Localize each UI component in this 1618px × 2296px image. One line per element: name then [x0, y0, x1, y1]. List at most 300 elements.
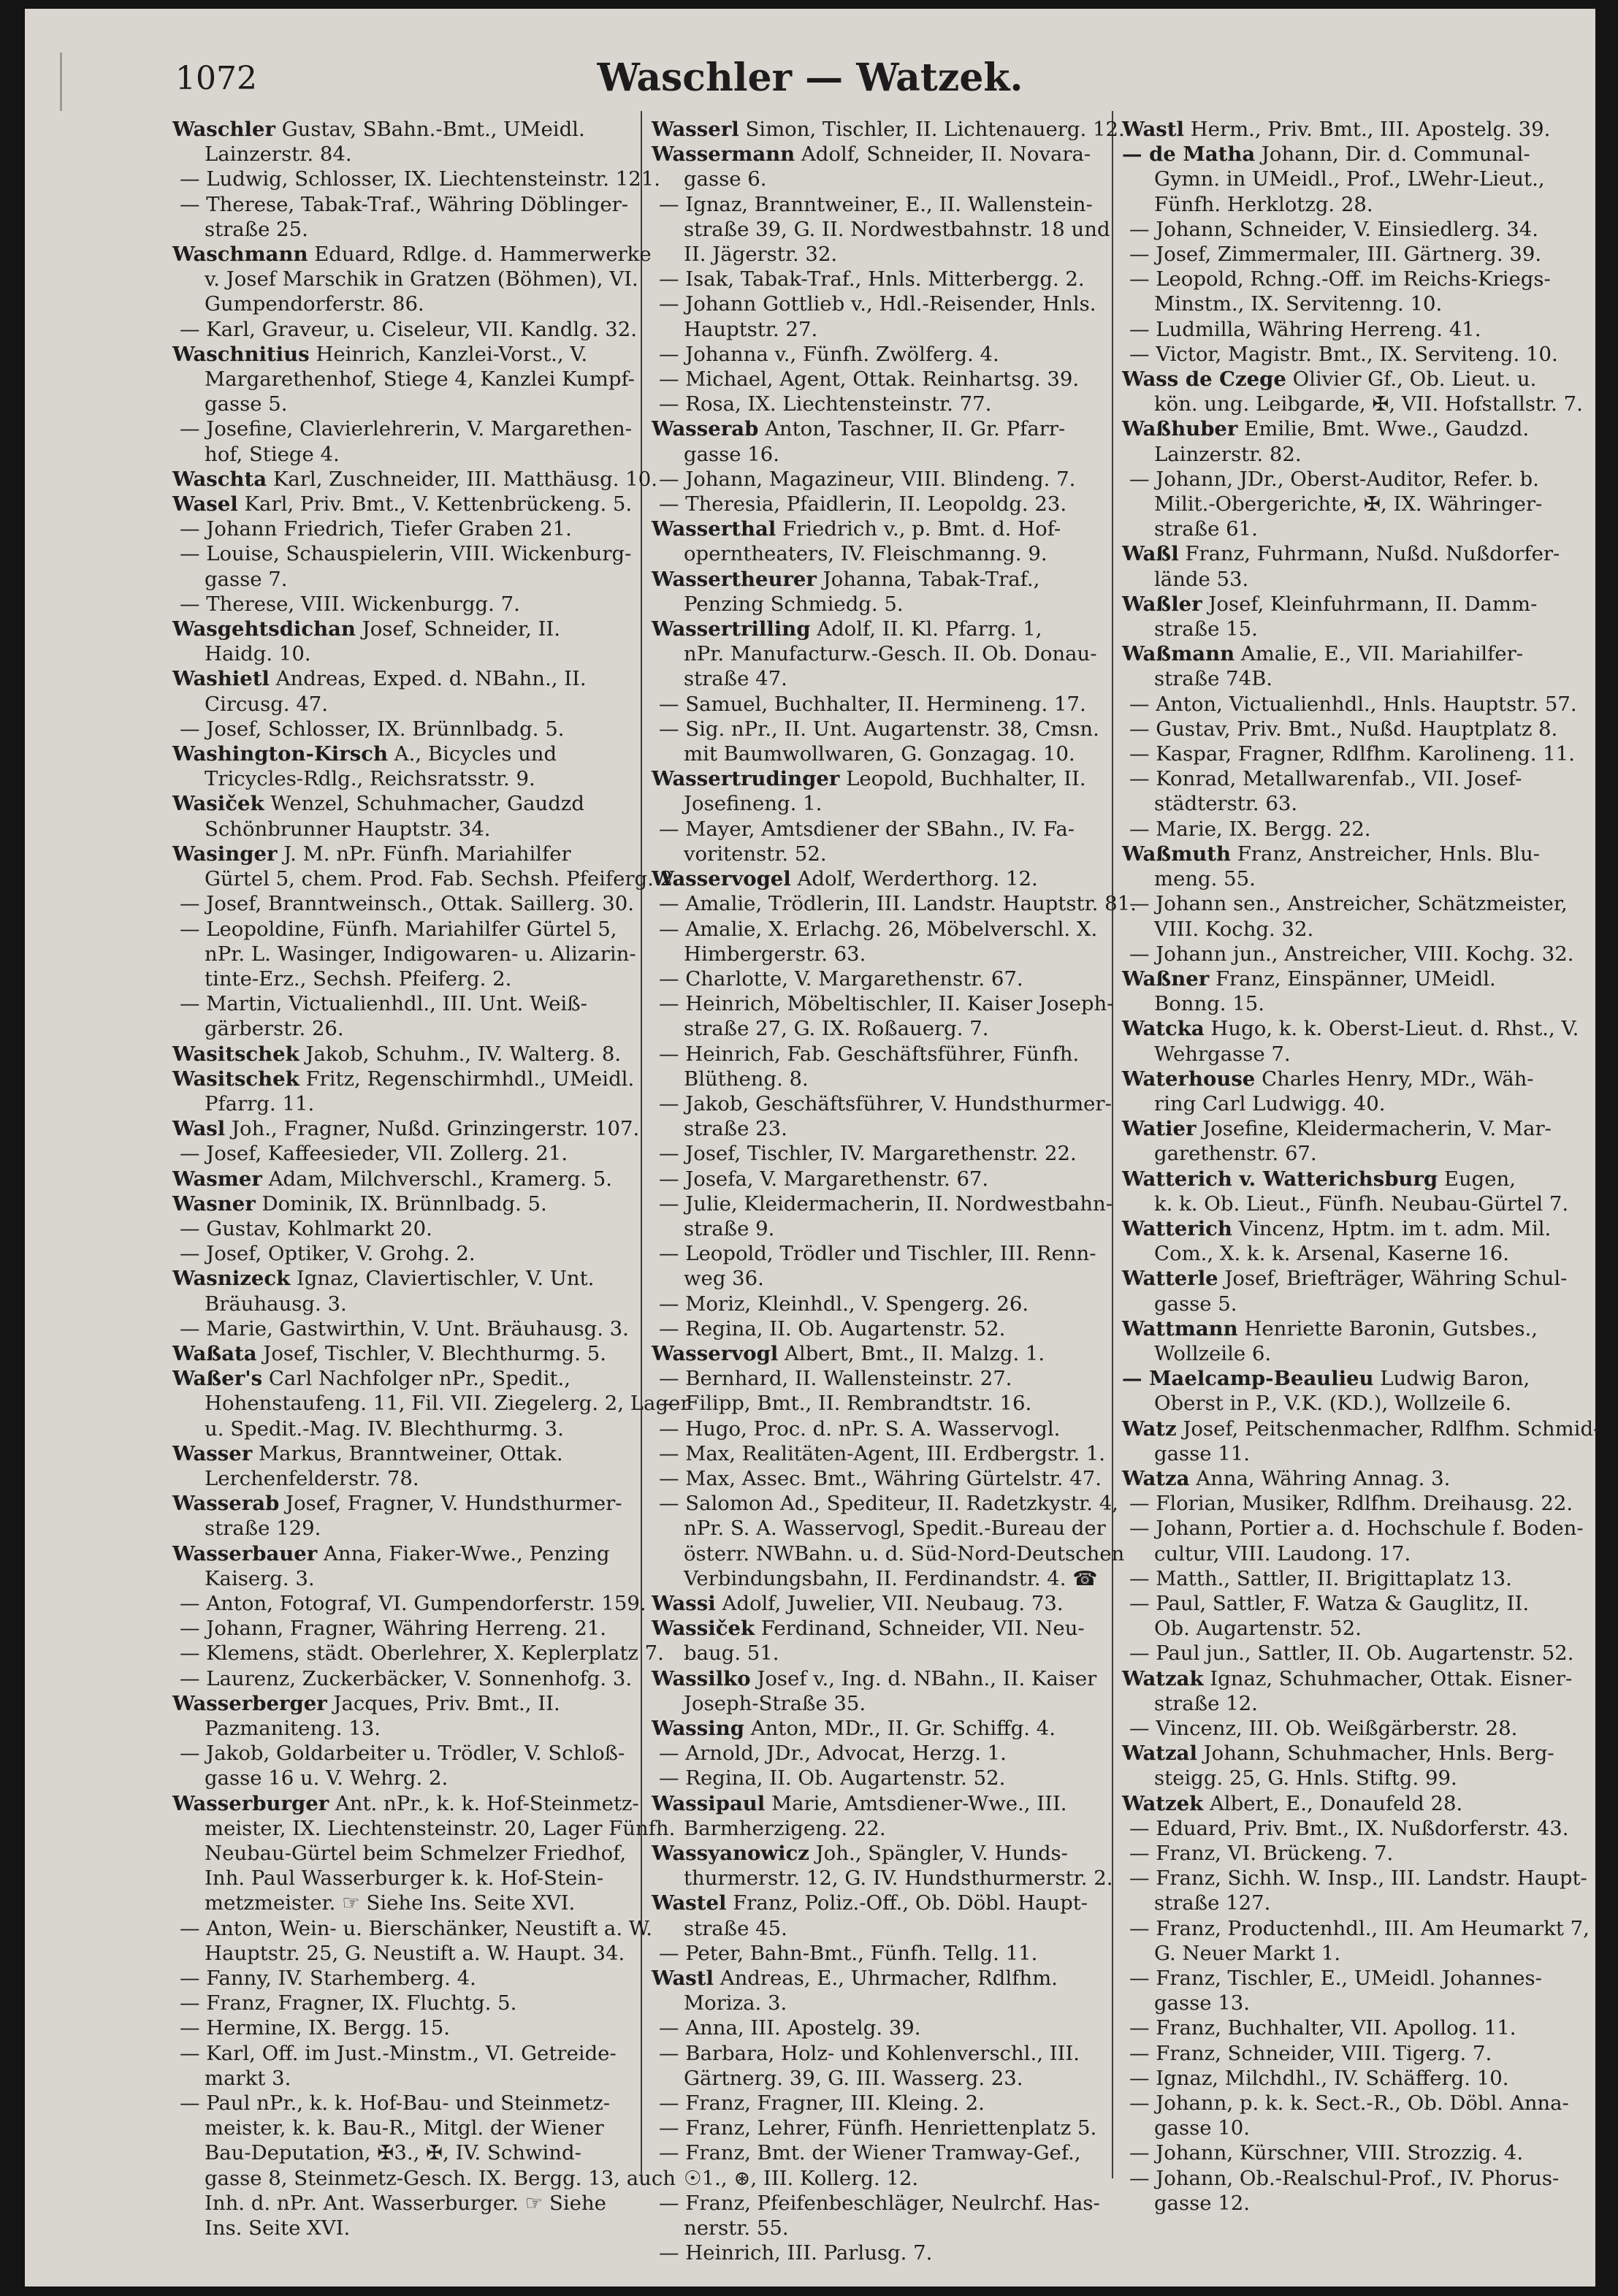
entry-text: lände 53. [1154, 567, 1249, 591]
entry-text: Milit.-Obergerichte, ✠, IX. Währinger- [1154, 492, 1543, 516]
entry-line [172, 1916, 653, 1941]
entry-line [1122, 1791, 1584, 1816]
entry-headword: Waschmann [172, 243, 308, 267]
entry-text: gasse 7. [205, 567, 288, 591]
entry-line [652, 666, 1100, 691]
entry-line [652, 1042, 1100, 1067]
directory-entry [652, 2116, 1100, 2140]
entry-text: — Sig. nPr., II. Unt. Augartenstr. 38, Cmsn. [659, 717, 1099, 741]
entry-line [652, 416, 1100, 441]
entry-text: Kaiserg. 3. [205, 1566, 315, 1590]
entry-headword: Waßler [1122, 592, 1202, 616]
directory-entry [652, 2041, 1100, 2091]
entry-text: — Filipp, Bmt., II. Rembrandtstr. 16. [659, 1392, 1032, 1416]
entry-text: — Samuel, Buchhalter, II. Hermineng. 17. [659, 692, 1086, 716]
entry-line [172, 142, 630, 167]
entry-text: — Anton, Fotograf, VI. Gumpendorferstr. 159. [180, 1591, 646, 1615]
entry-text: Johann, Schuhmacher, Hnls. Berg- [1203, 1742, 1554, 1766]
entry-line [1122, 367, 1584, 392]
entry-line [172, 842, 630, 866]
entry-text: — Anton, Victualienhdl., Hnls. Hauptstr. 57. [1129, 692, 1577, 716]
column-2 [652, 117, 1137, 2265]
entry-text: Gärtnerg. 39, G. III. Wasserg. 23. [684, 2066, 1023, 2090]
entry-line [172, 1641, 664, 1666]
entry-text: kön. ung. Leibgarde, ✠, VII. Hofstallstr. 7. [1154, 392, 1583, 416]
directory-entry [1122, 2041, 1584, 2066]
directory-entry [652, 1666, 1100, 1716]
directory-entry [172, 416, 633, 466]
entry-line [172, 1316, 630, 1341]
entry-line [172, 592, 630, 617]
entry-line [652, 1191, 1113, 1216]
entry-line [1122, 1966, 1584, 1991]
column-rule [641, 111, 642, 2178]
directory-entry [1122, 891, 1584, 941]
directory-entry [1122, 2091, 1584, 2140]
entry-line [172, 1841, 630, 1866]
entry-line [172, 117, 630, 142]
entry-text: thurmerstr. 12, G. IV. Hundsthurmerstr. 2. [684, 1866, 1113, 1891]
entry-headword: Waschler [172, 118, 275, 141]
entry-headword: Watier [1122, 1117, 1197, 1141]
entry-line [172, 1292, 630, 1316]
entry-text: Ludwig Baron, [1380, 1367, 1530, 1391]
entry-text: — Moriz, Kleinhdl., V. Spengerg. 26. [659, 1292, 1029, 1316]
entry-line [172, 1816, 676, 1841]
directory-entry [172, 1116, 640, 1141]
directory-entry [1122, 416, 1584, 466]
entry-line [1122, 1491, 1584, 1516]
directory-entry [652, 2191, 1100, 2240]
entry-headword: Waßata [172, 1341, 257, 1365]
entry-text: Gumpendorferstr. 86. [205, 292, 424, 316]
entry-line [652, 1791, 1100, 1816]
entry-text: — Johann Friedrich, Tiefer Graben 21. [180, 517, 572, 541]
entry-line [652, 1116, 1100, 1141]
entry-line [652, 1766, 1100, 1790]
entry-headword: Waßmuth [1122, 842, 1231, 866]
directory-entry [1122, 367, 1584, 416]
directory-entry [1122, 267, 1584, 316]
entry-line [1122, 2140, 1584, 2165]
directory-entry [1122, 741, 1584, 766]
directory-entry [652, 692, 1100, 717]
entry-headword: Wattmann [1122, 1316, 1238, 1340]
directory-entry [172, 1241, 630, 1266]
directory-entry [1122, 342, 1584, 367]
entry-line [652, 1516, 1106, 1541]
entry-text: Josefine, Kleidermacherin, V. Mar- [1202, 1117, 1552, 1141]
entry-text: gasse 16 u. V. Wehrg. 2. [205, 1766, 449, 1790]
entry-text: Hohenstaufeng. 11, Fil. VII. Ziegelerg. 2, Lager [205, 1392, 690, 1416]
entry-text: — Konrad, Metallwarenfab., VII. Josef- [1129, 767, 1522, 791]
entry-line [172, 342, 630, 367]
entry-text: — Anton, Wein- u. Bierschänker, Neustift a. W. [180, 1916, 653, 1940]
entry-line [652, 692, 1100, 717]
entry-headword: Wasinger [172, 842, 278, 866]
entry-text: Oberst in P., V.K. (KD.), Wollzeile 6. [1154, 1392, 1512, 1416]
entry-text: Josef, Schneider, II. [362, 617, 561, 641]
entry-line [1122, 2066, 1584, 2091]
directory-entry [652, 492, 1100, 516]
page-number: 1072 [175, 60, 257, 97]
entry-text: — Franz, Fragner, III. Kleing. 2. [659, 2091, 985, 2116]
directory-entry [1122, 2166, 1584, 2216]
entry-text: G. Neuer Markt 1. [1154, 1941, 1341, 1965]
entry-line [652, 2041, 1100, 2066]
entry-text: straße 61. [1154, 517, 1258, 541]
entry-line [172, 1466, 630, 1491]
entry-headword: Wasserab [172, 1492, 280, 1516]
entry-line [172, 991, 630, 1016]
entry-text: — Matth., Sattler, II. Brigittaplatz 13. [1129, 1566, 1512, 1590]
entry-text: meng. 55. [1154, 867, 1256, 891]
entry-text: VIII. Kochg. 32. [1154, 917, 1314, 941]
entry-text: Ignaz, Claviertischler, V. Unt. [296, 1267, 595, 1291]
entry-line [1122, 217, 1584, 242]
entry-line [172, 1416, 630, 1441]
entry-text: Moriza. 3. [684, 1991, 787, 2015]
entry-line [1122, 142, 1584, 167]
entry-line [172, 1042, 630, 1067]
entry-text: Adolf, Juwelier, VII. Neubaug. 73. [722, 1591, 1064, 1615]
directory-entry [1122, 467, 1584, 542]
directory-entry [1122, 1316, 1584, 1366]
entry-headword: Wasel [172, 492, 238, 516]
entry-text: Andreas, Exped. d. NBahn., II. [275, 667, 587, 691]
directory-entry [172, 1366, 690, 1441]
entry-text: — Johann, Magazineur, VIII. Blindeng. 7. [659, 467, 1076, 491]
entry-headword: Wassertrudinger [652, 767, 840, 791]
entry-line [652, 866, 1100, 891]
directory-entry [652, 267, 1100, 291]
entry-line [172, 242, 652, 267]
entry-headword: Wasmer [172, 1167, 262, 1191]
directory-entry [172, 317, 637, 342]
entry-headword: Wastel [652, 1891, 727, 1915]
entry-text: — Jakob, Goldarbeiter u. Trödler, V. Schloß- [180, 1742, 625, 1766]
entry-line [1122, 2091, 1584, 2116]
directory-entry [652, 342, 1100, 367]
entry-line [652, 791, 1100, 816]
entry-headword: Washietl [172, 667, 270, 691]
entry-text: Circusg. 47. [205, 692, 329, 716]
directory-entry [172, 467, 657, 492]
entry-line [172, 1591, 646, 1616]
entry-line [652, 1691, 1100, 1716]
entry-text: Eugen, [1443, 1167, 1516, 1191]
entry-text: gasse 10. [1154, 2116, 1250, 2140]
entry-text: metzmeister. ☞ Siehe Ins. Seite XVI. [205, 1891, 576, 1915]
entry-text: v. Josef Marschik in Gratzen (Böhmen), VI. [205, 267, 638, 291]
entry-line [1122, 1741, 1584, 1766]
entry-line [1122, 1666, 1584, 1691]
entry-line [1122, 541, 1584, 566]
entry-line [172, 692, 630, 717]
directory-entry [1122, 1916, 1590, 1966]
entry-line [1122, 1616, 1584, 1641]
entry-text: Marie, Amtsdiener-Wwe., III. [771, 1791, 1067, 1815]
entry-text: nerstr. 55. [684, 2216, 789, 2240]
entry-line [172, 1391, 690, 1416]
entry-line [652, 1841, 1100, 1866]
entry-text: — Josefine, Clavierlehrerin, V. Margarethen- [180, 417, 633, 441]
entry-text: straße 15. [1154, 617, 1258, 641]
directory-entry [172, 1491, 630, 1541]
directory-entry [1122, 641, 1584, 691]
entry-line [652, 1741, 1100, 1766]
entry-text: — Leopold, Trödler und Tischler, III. Renn- [659, 1242, 1096, 1266]
entry-text: Anna, Fiaker-Wwe., Penzing [324, 1541, 610, 1565]
entry-line [172, 2091, 630, 2116]
entry-line [172, 267, 638, 291]
entry-text: Johann, Dir. d. Communal- [1261, 142, 1530, 167]
entry-headword: Washington-Kirsch [172, 742, 388, 766]
directory-entry [1122, 1566, 1584, 1591]
entry-line [1122, 766, 1584, 791]
entry-text: straße 45. [684, 1916, 787, 1940]
entry-line [1122, 117, 1584, 142]
entry-text: Adolf, II. Kl. Pfarrg. 1, [817, 617, 1042, 641]
entry-line [172, 717, 630, 741]
entry-line [1122, 1991, 1584, 2015]
entry-line [1122, 692, 1584, 717]
entry-line [1122, 1766, 1584, 1790]
entry-line [652, 1541, 1125, 1566]
entry-text: — Josefa, V. Margarethenstr. 67. [659, 1167, 989, 1191]
entry-text: Johanna, Tabak-Traf., [823, 567, 1040, 591]
entry-line [652, 1266, 1100, 1291]
entry-text: Joh., Fragner, Nußd. Grinzingerstr. 107. [232, 1117, 640, 1141]
entry-headword: Waschnitius [172, 342, 310, 366]
directory-entry [652, 516, 1100, 566]
entry-line [652, 317, 1100, 342]
entry-text: straße 9. [684, 1216, 775, 1240]
entry-line [172, 766, 630, 791]
entry-text: — Gustav, Kohlmarkt 20. [180, 1216, 432, 1240]
entry-text: Schönbrunner Hauptstr. 34. [205, 817, 491, 841]
entry-text: gasse 6. [684, 167, 767, 191]
entry-text: Hugo, k. k. Oberst-Lieut. d. Rhst., V. [1210, 1017, 1579, 1041]
entry-line [652, 2140, 1100, 2165]
directory-entry [172, 1167, 630, 1191]
directory-entry [1122, 1491, 1584, 1516]
directory-entry [652, 1891, 1100, 1940]
entry-line [172, 167, 660, 191]
entry-headword: Wasitschek [172, 1067, 299, 1091]
entry-text: — Ignaz, Milchdhl., IV. Schäfferg. 10. [1129, 2066, 1509, 2090]
directory-entry [652, 891, 1137, 916]
directory-entry [172, 1666, 633, 1691]
entry-text: Charles Henry, MDr., Wäh- [1262, 1067, 1534, 1091]
entry-headword: Wasserl [652, 118, 739, 141]
entry-text: gasse 12. [1154, 2191, 1250, 2215]
entry-line [652, 1966, 1100, 1991]
directory-entry [1122, 1966, 1584, 2015]
directory-entry [172, 2041, 630, 2091]
entry-line [1122, 641, 1584, 666]
entry-text: gärberstr. 26. [205, 1017, 344, 1041]
entry-line [1122, 1441, 1584, 1466]
entry-headword: Wasitschek [172, 1042, 299, 1066]
entry-headword: Wassiček [652, 1617, 755, 1641]
entry-text: A., Bicycles und [394, 742, 557, 766]
directory-entry [1122, 717, 1584, 741]
entry-line [1122, 1366, 1584, 1391]
entry-line [652, 1716, 1100, 1741]
directory-entry [1122, 1516, 1584, 1565]
directory-entry [1122, 1167, 1584, 1216]
directory-entry [652, 567, 1100, 617]
entry-text: — Johann, Kürschner, VIII. Strozzig. 4. [1129, 2141, 1524, 2165]
entry-line [652, 592, 1100, 617]
entry-line [652, 1241, 1100, 1266]
entry-line [1122, 1416, 1600, 1441]
entry-text: Ins. Seite XVI. [205, 2216, 351, 2240]
directory-entry [652, 1441, 1106, 1466]
directory-entry [652, 766, 1100, 816]
entry-line [172, 1566, 630, 1591]
entry-headword: Wasnizeck [172, 1267, 291, 1291]
entry-text: — Bernhard, II. Wallensteinstr. 27. [659, 1367, 1012, 1391]
entry-line [1122, 516, 1584, 541]
directory-entry [172, 891, 634, 916]
entry-text: Olivier Gf., Ob. Lieut. u. [1292, 367, 1537, 392]
entry-text: — Vincenz, III. Ob. Weißgärberstr. 28. [1129, 1717, 1518, 1740]
entry-line [1122, 442, 1584, 467]
entry-text: — Therese, VIII. Wickenburgg. 7. [180, 592, 520, 616]
entry-line [172, 1616, 630, 1641]
entry-text: — Johann, Schneider, V. Einsiedlerg. 34. [1129, 217, 1538, 241]
directory-entry [172, 1641, 664, 1666]
directory-entry [652, 1241, 1100, 1291]
entry-line [1122, 1241, 1584, 1266]
entry-line [652, 1466, 1100, 1491]
entry-text: Neubau-Gürtel beim Schmelzer Friedhof, [205, 1842, 627, 1866]
entry-line [1122, 1216, 1584, 1241]
entry-line [1122, 1316, 1584, 1341]
directory-entry [1122, 1816, 1584, 1841]
entry-line [1122, 392, 1584, 416]
directory-entry [1122, 842, 1584, 891]
entry-text: Leopold, Buchhalter, II. [846, 767, 1086, 791]
entry-text: — Hugo, Proc. d. nPr. S. A. Wasservogl. [659, 1416, 1061, 1441]
directory-entry [1122, 117, 1584, 142]
entry-line [172, 2041, 630, 2066]
entry-line [652, 1866, 1113, 1891]
entry-line [172, 1716, 630, 1741]
directory-entry [652, 1616, 1100, 1666]
entry-line [652, 817, 1100, 842]
directory-entry [652, 1391, 1100, 1416]
entry-text: Anna, Währing Annag. 3. [1196, 1466, 1451, 1490]
directory-entry [1122, 766, 1584, 816]
directory-entry [172, 2091, 676, 2240]
directory-entry [652, 991, 1114, 1041]
entry-text: voritenstr. 52. [684, 842, 827, 866]
entry-text: — Theresia, Pfaidlerin, II. Leopoldg. 23. [659, 492, 1067, 516]
directory-entry [652, 416, 1100, 466]
entry-line [652, 1366, 1100, 1391]
entry-text: straße 23. [684, 1117, 787, 1141]
entry-line [1122, 666, 1584, 691]
directory-entry [652, 2240, 1100, 2265]
directory-entry [1122, 592, 1584, 641]
directory-entry [172, 1991, 630, 2015]
entry-text: — Regina, II. Ob. Augartenstr. 52. [659, 1766, 1006, 1790]
entry-text: gasse 16. [684, 442, 779, 466]
entry-headword: Wassertheurer [652, 567, 817, 591]
entry-line [1122, 1067, 1584, 1091]
entry-line [1122, 1916, 1590, 1941]
entry-text: — Victor, Magistr. Bmt., IX. Serviteng. 10. [1129, 342, 1558, 366]
directory-entry [1122, 1791, 1584, 1816]
entry-line [1122, 1516, 1584, 1541]
entry-text: Adolf, Werderthorg. 12. [797, 867, 1038, 891]
entry-headword: Wasgehtsdichan [172, 617, 356, 641]
entry-line [172, 291, 630, 316]
entry-text: Anton, MDr., II. Gr. Schiffg. 4. [750, 1717, 1056, 1740]
entry-line [1122, 991, 1584, 1016]
entry-text: Franz, Anstreicher, Hnls. Blu- [1237, 842, 1541, 866]
entry-line [652, 142, 1100, 167]
entry-text: Blütheng. 8. [684, 1067, 809, 1091]
entry-line [172, 1766, 630, 1790]
entry-text: Anton, Taschner, II. Gr. Pfarr- [765, 417, 1066, 441]
entry-line [1122, 966, 1584, 991]
entry-line [1122, 467, 1584, 492]
entry-line [652, 1292, 1100, 1316]
entry-text: straße 47. [684, 667, 787, 691]
entry-text: — Julie, Kleidermacherin, II. Nordwestbahn- [659, 1191, 1113, 1216]
entry-text: Josef, Kleinfuhrmann, II. Damm- [1208, 592, 1538, 616]
entry-text: steigg. 25, G. Hnls. Stiftg. 99. [1154, 1766, 1457, 1790]
entry-text: Joseph-Straße 35. [684, 1691, 866, 1715]
entry-line [652, 966, 1100, 991]
entry-line [1122, 1466, 1584, 1491]
entry-text: Com., X. k. k. Arsenal, Kaserne 16. [1154, 1242, 1509, 1266]
entry-headword: Waßl [1122, 542, 1179, 566]
entry-line [652, 2091, 1100, 2116]
directory-entry [652, 1191, 1113, 1241]
entry-headword: — Maelcamp-Beaulieu [1122, 1367, 1374, 1391]
directory-entry [1122, 1716, 1584, 1741]
entry-text: — Marie, IX. Bergg. 22. [1129, 817, 1371, 841]
entry-text: ring Carl Ludwigg. 40. [1154, 1091, 1386, 1115]
entry-line [652, 291, 1100, 316]
entry-headword: Wasserab [652, 417, 759, 441]
entry-headword: Watzal [1122, 1742, 1197, 1766]
entry-line [172, 1266, 630, 1291]
entry-line [172, 192, 630, 217]
entry-line [1122, 917, 1584, 942]
entry-text: straße 39, G. II. Nordwestbahnstr. 18 und [684, 217, 1110, 241]
directory-entry [1122, 966, 1584, 1016]
entry-line [1122, 791, 1584, 816]
entry-headword: Wasserthal [652, 517, 776, 541]
entry-headword: Waschta [172, 467, 267, 491]
entry-line [1122, 1141, 1584, 1166]
directory-entry [1122, 2066, 1584, 2091]
directory-entry [1122, 1866, 1587, 1915]
entry-line [172, 567, 630, 592]
entry-line [1122, 492, 1584, 516]
directory-entry [1122, 242, 1584, 267]
entry-text: — Ludwig, Schlosser, IX. Liechtensteinstr. 121. [180, 167, 660, 191]
column-3 [1122, 117, 1600, 2250]
entry-text: straße 129. [205, 1517, 321, 1541]
entry-line [172, 1091, 630, 1116]
